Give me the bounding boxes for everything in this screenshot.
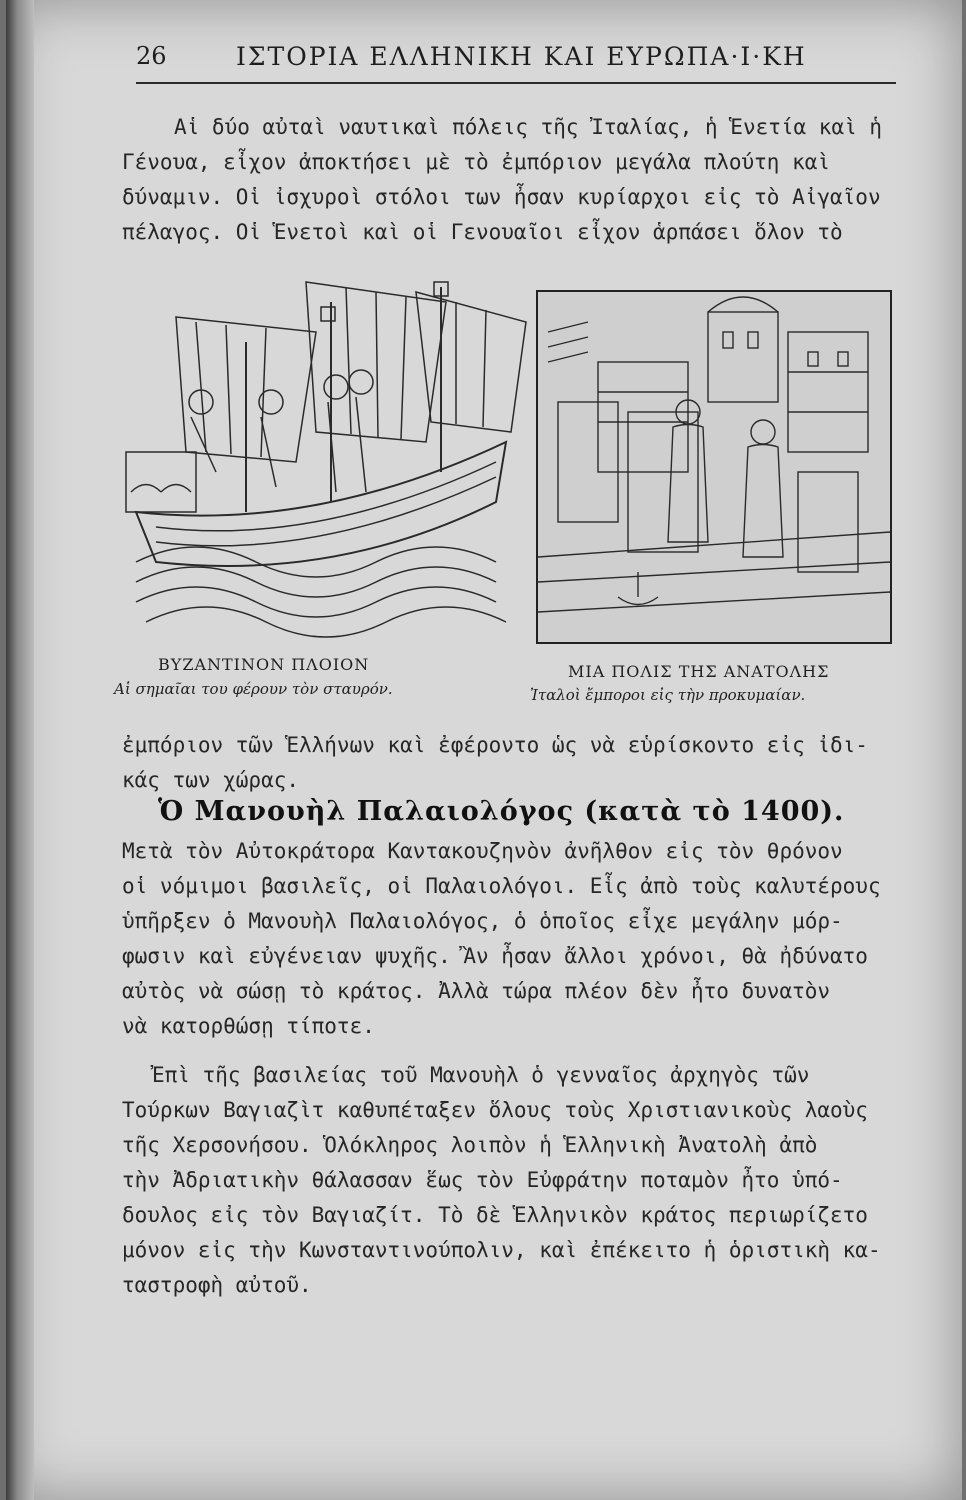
text-line: Τούρκων Βαγιαζὶτ καθυπέταξεν ὅλους τοὺς Χριστιανικοὺς λαοὺς [122,1098,868,1122]
paragraph-3 [122,834,898,1044]
text-line: φωσιν καὶ εὐγένειαν ψυχῆς. Ἂν ἦσαν ἄλλοι χρόνοι, θὰ ἠδύνατο [122,944,868,968]
text-line: κάς των χώρας. [122,768,300,792]
paragraph-1 [122,110,898,250]
text-line: οἱ νόμιμοι βασιλεῖς, οἱ Παλαιολόγοι. Εἷς ἀπὸ τοὺς καλυτέρους [122,874,881,898]
section-heading: Ὁ Μανουὴλ Παλαιολόγος (κατὰ τὸ 1400). [158,796,845,827]
running-title: ΙΣΤΟΡΙΑ ΕΛΛΗΝΙΚΗ ΚΑΙ ΕΥΡΩΠΑ·Ι·ΚΗ [236,42,807,71]
text-line: μόνον εἰς τὴν Κωνσταντινούπολιν, καὶ ἐπέκειτο ἡ ὁριστικὴ κα- [122,1238,881,1262]
text-line: τὴν Ἀδριατικὴν θάλασσαν ἕως τὸν Εὐφράτην ποταμὸν ἦτο ὑπό- [122,1168,843,1192]
text-line: αὐτὸς νὰ σώσῃ τὸ κράτος. Ἀλλὰ τώρα πλέον δὲν ἦτο δυνατὸν [122,979,831,1003]
paragraph-2 [122,728,898,798]
figure-right-caption: Ἰταλοὶ ἔμποροι εἰς τὴν προκυμαίαν. [530,686,806,704]
text-line: Μετὰ τὸν Αὐτοκράτορα Καντακουζηνὸν ἀνῆλθον εἰς τὸν θρόνον [122,839,843,863]
text-line: Γένουα, εἶχον ἀποκτήσει μὲ τὸ ἐμπόριον μεγάλα πλούτη καὶ [122,150,831,174]
page-header [136,42,896,84]
figure-left-caption: Αἱ σημαῖαι του φέρουν τὸν σταυρόν. [114,680,393,698]
text-line: τῆς Χερσονήσου. Ὁλόκληρος λοιπὸν ἡ Ἑλληνικὴ Ἀνατολὴ ἀπὸ [122,1133,818,1157]
text-line: ταστροφὴ αὐτοῦ. [122,1273,312,1297]
text-line: πέλαγος. Οἱ Ἑνετοὶ καὶ οἱ Γενουαῖοι εἶχον ἁρπάσει ὅλον τὸ [122,220,843,244]
text-line: ὑπῆρξεν ὁ Μανουὴλ Παλαιολόγος, ὁ ὁποῖος εἶχε μεγάλην μόρ- [122,909,843,933]
figure-right-title: ΜΙΑ ΠΟΛΙΣ ΤΗΣ ΑΝΑΤΟΛΗΣ [568,662,830,681]
text-line: Ἐπὶ τῆς βασιλείας τοῦ Μανουὴλ ὁ γενναῖος ἀρχηγὸς τῶν [152,1063,810,1087]
text-line: δουλος εἰς τὸν Βαγιαζίτ. Τὸ δὲ Ἑλληνικὸν κράτος περιωρίζετο [122,1203,868,1227]
text-line: δύναμιν. Οἱ ἰσχυροὶ στόλοι των ἦσαν κυρίαρχοι εἰς τὸ Αἰγαῖον [122,185,881,209]
book-page [6,0,962,1500]
text-line: ἐμπόριον τῶν Ἑλλήνων καὶ ἐφέροντο ὡς νὰ εὑρίσκοντο εἰς ἰδι- [122,733,868,757]
text-line: νὰ κατορθώσῃ τίποτε. [122,1014,375,1038]
figure-byzantine-ship [116,262,536,642]
page-binding-edge [6,0,34,1500]
figure-eastern-city [536,290,892,644]
paragraph-4 [122,1058,898,1303]
text-line: Αἱ δύο αὐταὶ ναυτικαὶ πόλεις τῆς Ἰταλίας, ἡ Ἑνετία καὶ ἡ [174,115,883,139]
figure-left-title: ΒΥΖΑΝΤΙΝΟΝ ΠΛΟΙΟΝ [158,655,370,674]
city-illustration [538,292,890,642]
page-number: 26 [136,42,167,70]
ship-illustration [116,262,536,642]
